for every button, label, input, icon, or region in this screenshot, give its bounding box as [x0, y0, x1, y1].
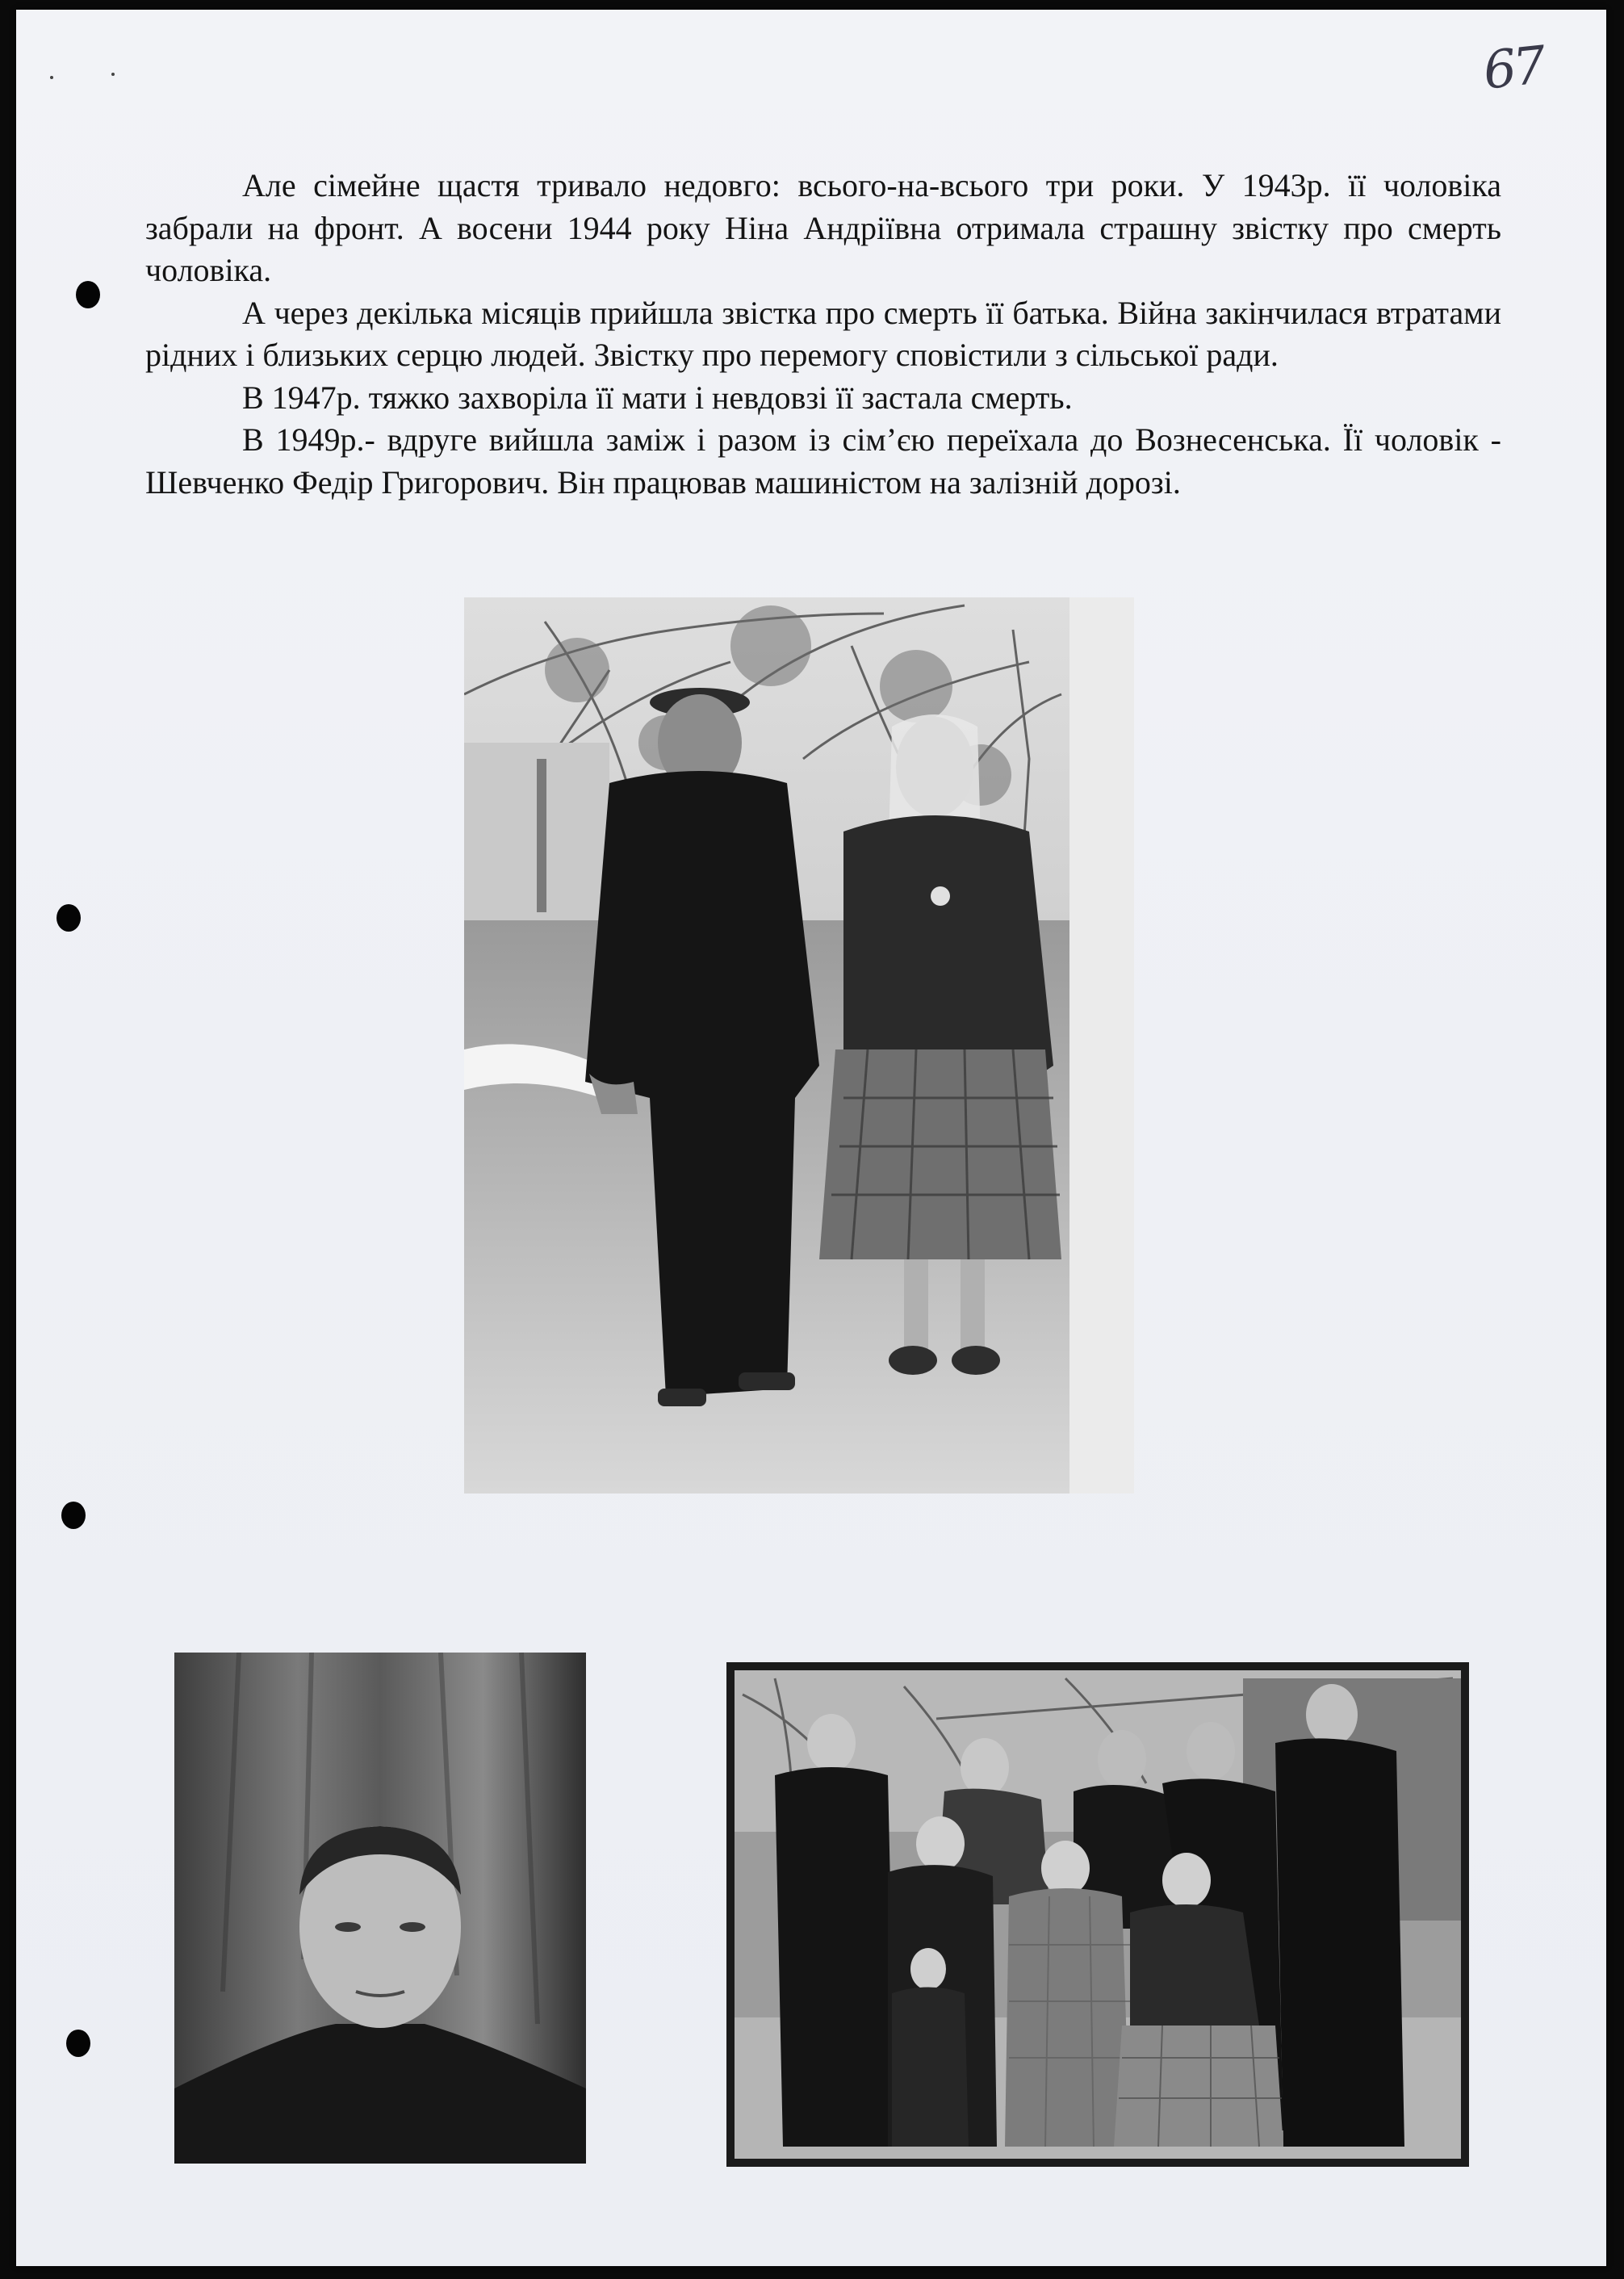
page-number-annotation: 67: [1480, 36, 1547, 102]
punch-hole: [76, 281, 100, 308]
paragraph: А через декілька місяців прийшла звістка про смерть її батька. Війна закінчилася втратами рідних і близьких серцю людей. Звістку про перемогу сповістили з сільської ради.: [145, 294, 1501, 373]
paragraph: В 1947р. тяжко захворіла її мати і невдовзі її застала смерть.: [242, 379, 1073, 416]
body-text: [145, 165, 1501, 504]
photo-portrait: [174, 1653, 586, 2164]
punch-hole: [66, 2030, 90, 2057]
punch-hole: [57, 904, 81, 932]
speck: [111, 73, 115, 76]
punch-hole: [61, 1502, 86, 1529]
speck: [50, 76, 53, 79]
paragraph: В 1949р.- вдруге вийшла заміж і разом із сім’єю переїхала до Вознесенська. Її чоловік - Шевченко Федір Григорович. Він працював машиністом на залізній дорозі.: [145, 421, 1501, 501]
photo-couple: [464, 597, 1134, 1493]
paragraph: Але сімейне щастя тривало недовго: всього-на-всього три роки. У 1943р. її чоловіка забрали на фронт. А восени 1944 року Ніна Андріївна отримала страшну звістку про смерть чоловіка.: [145, 167, 1501, 288]
photo-family: [726, 1662, 1469, 2167]
document-page: [16, 10, 1606, 2266]
